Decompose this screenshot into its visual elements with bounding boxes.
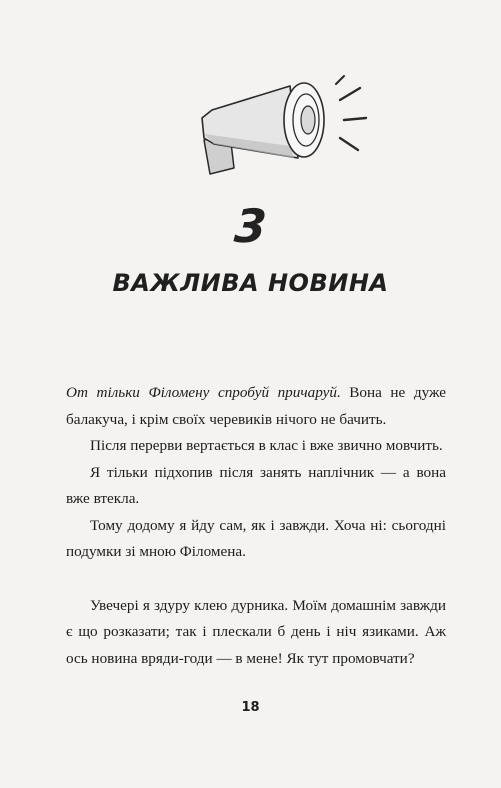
paragraph: Увечері я здуру клею дурника. Моїм домашнім завжди є що розказати; так і плескали б день і ніч язиками. Аж ось новина вряди-годи — в мене! Як тут промовчати? [66, 596, 446, 667]
paragraph: Я тільки підхопив після занять наплічник — а вона вже втекла. [66, 463, 446, 507]
chapter-body [66, 380, 446, 672]
chapter-title: ВАЖЛИВА НОВИНА [112, 269, 389, 297]
megaphone-icon [190, 74, 372, 178]
paragraph: Після перерви вертається в клас і вже звично мовчить. [90, 437, 443, 454]
paragraph-text: Вона не дуже балакуча, і крім своїх черевиків нічого не бачить. [66, 384, 446, 428]
chapter-number: 3 [232, 199, 269, 253]
paragraph [66, 380, 446, 433]
paragraph: Тому додому я йду сам, як і завжди. Хоча ні: сьогодні подумки зі мною Філомена. [66, 516, 446, 560]
page-number: 18 [241, 700, 260, 715]
paragraph-italic-lead: От тільки Філомену спробуй причаруй. [66, 384, 341, 401]
